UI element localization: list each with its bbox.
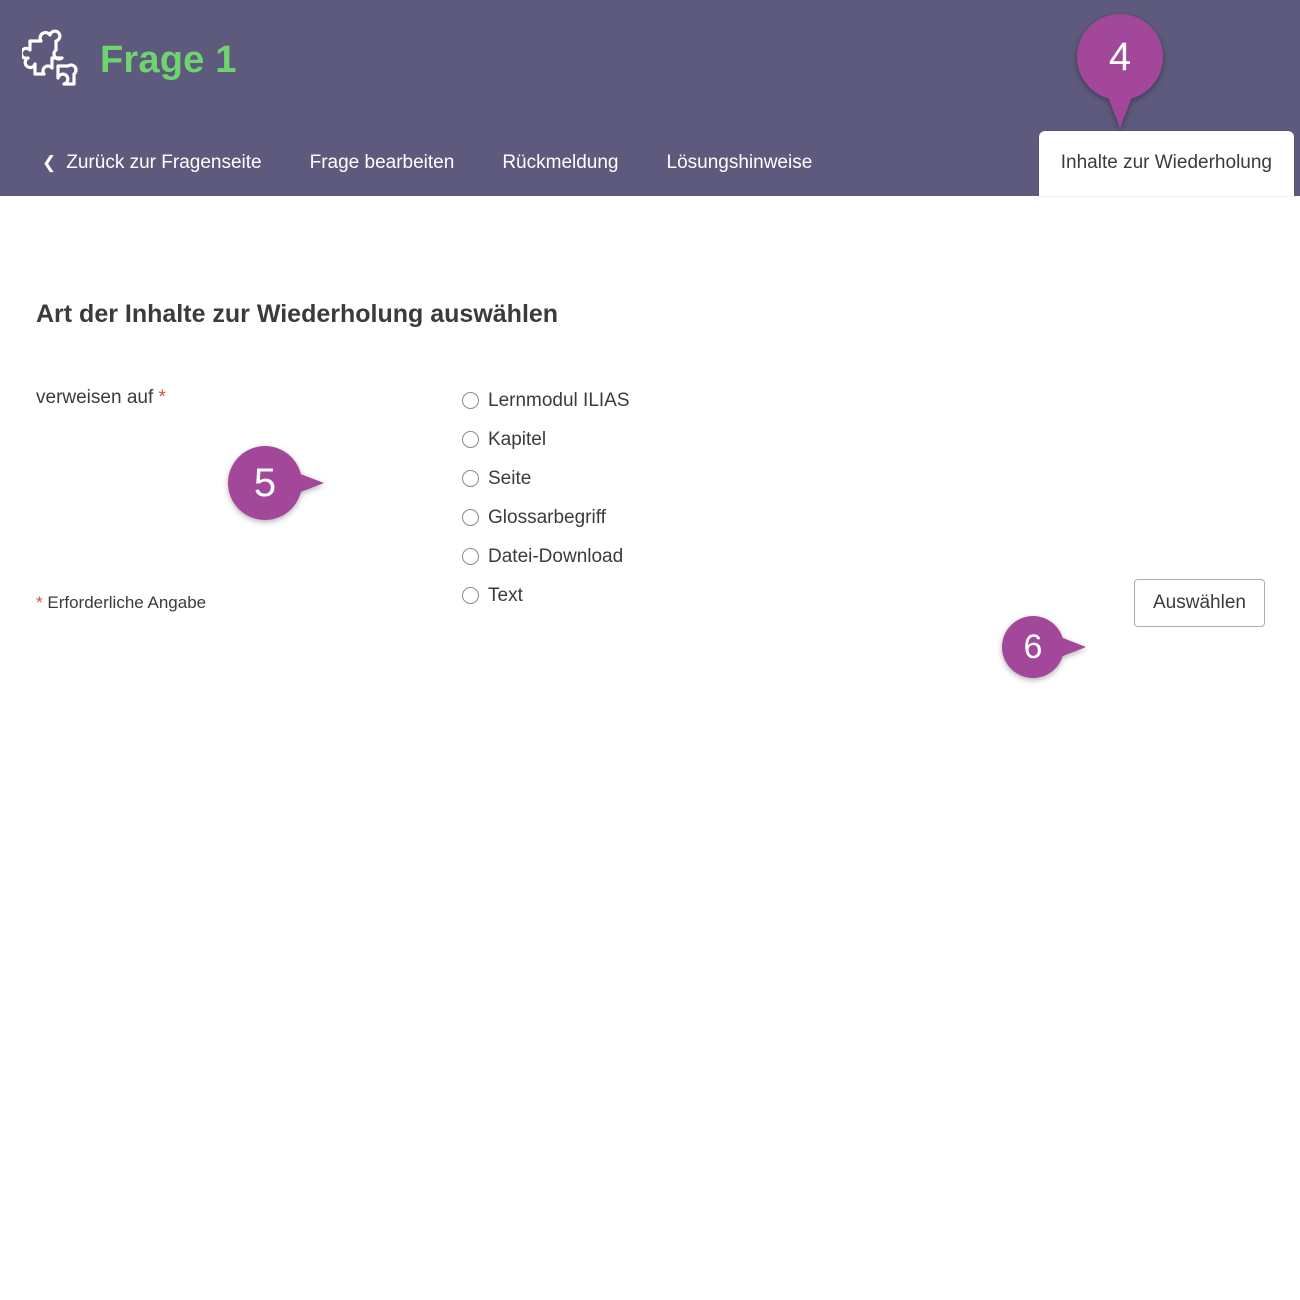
field-label-text: verweisen auf — [36, 387, 154, 408]
radio-option-kapitel[interactable] — [462, 420, 630, 459]
radio-label: Datei-Download — [488, 546, 624, 567]
radio-circle-icon[interactable] — [462, 431, 479, 448]
tab-zurueck-zur-fragenseite[interactable] — [42, 153, 262, 196]
section-title: Art der Inhalte zur Wiederholung auswählen — [36, 300, 559, 328]
radio-group[interactable] — [462, 381, 630, 615]
tab-rueckmeldung[interactable]: Rückmeldung — [502, 152, 619, 173]
callout-number: 6 — [1023, 628, 1043, 666]
callout-marker-6 — [1002, 616, 1128, 678]
radio-option-glossarbegriff[interactable] — [462, 498, 630, 537]
puzzle-icon — [22, 28, 86, 92]
callout-marker-4 — [1077, 14, 1163, 132]
required-note — [36, 593, 206, 613]
required-note-text: Erforderliche Angabe — [47, 593, 207, 612]
radio-option-datei-download[interactable] — [462, 537, 630, 576]
radio-label: Glossarbegriff — [488, 507, 606, 528]
form-row-verweisen-auf — [0, 387, 1300, 627]
radio-label: Kapitel — [488, 429, 547, 450]
page-title: Frage 1 — [100, 39, 237, 81]
radio-circle-icon[interactable] — [462, 392, 479, 409]
chevron-left-icon: ❮ — [42, 153, 57, 172]
main-content — [0, 196, 1300, 673]
tab-frage-bearbeiten[interactable]: Frage bearbeiten — [309, 152, 455, 173]
radio-label: Lernmodul ILIAS — [488, 390, 630, 411]
field-label-verweisen-auf — [36, 387, 166, 409]
radio-label: Text — [488, 585, 523, 606]
callout-marker-5 — [228, 446, 360, 520]
required-asterisk: * — [36, 593, 43, 612]
required-asterisk: * — [158, 387, 166, 408]
tab-inhalte-zur-wiederholung[interactable]: Inhalte zur Wiederholung — [1039, 131, 1294, 196]
radio-circle-icon[interactable] — [462, 509, 479, 526]
callout-number: 4 — [1108, 35, 1132, 79]
callout-number: 5 — [253, 461, 277, 505]
radio-option-lernmodul-ilias[interactable] — [462, 381, 630, 420]
radio-label: Seite — [488, 468, 532, 489]
radio-circle-icon[interactable] — [462, 470, 479, 487]
radio-option-seite[interactable] — [462, 459, 630, 498]
tab-label: Zurück zur Fragenseite — [66, 152, 262, 173]
select-button[interactable]: Auswählen — [1134, 579, 1265, 627]
tab-loesungshinweise[interactable]: Lösungshinweise — [666, 152, 813, 173]
radio-circle-icon[interactable] — [462, 548, 479, 565]
